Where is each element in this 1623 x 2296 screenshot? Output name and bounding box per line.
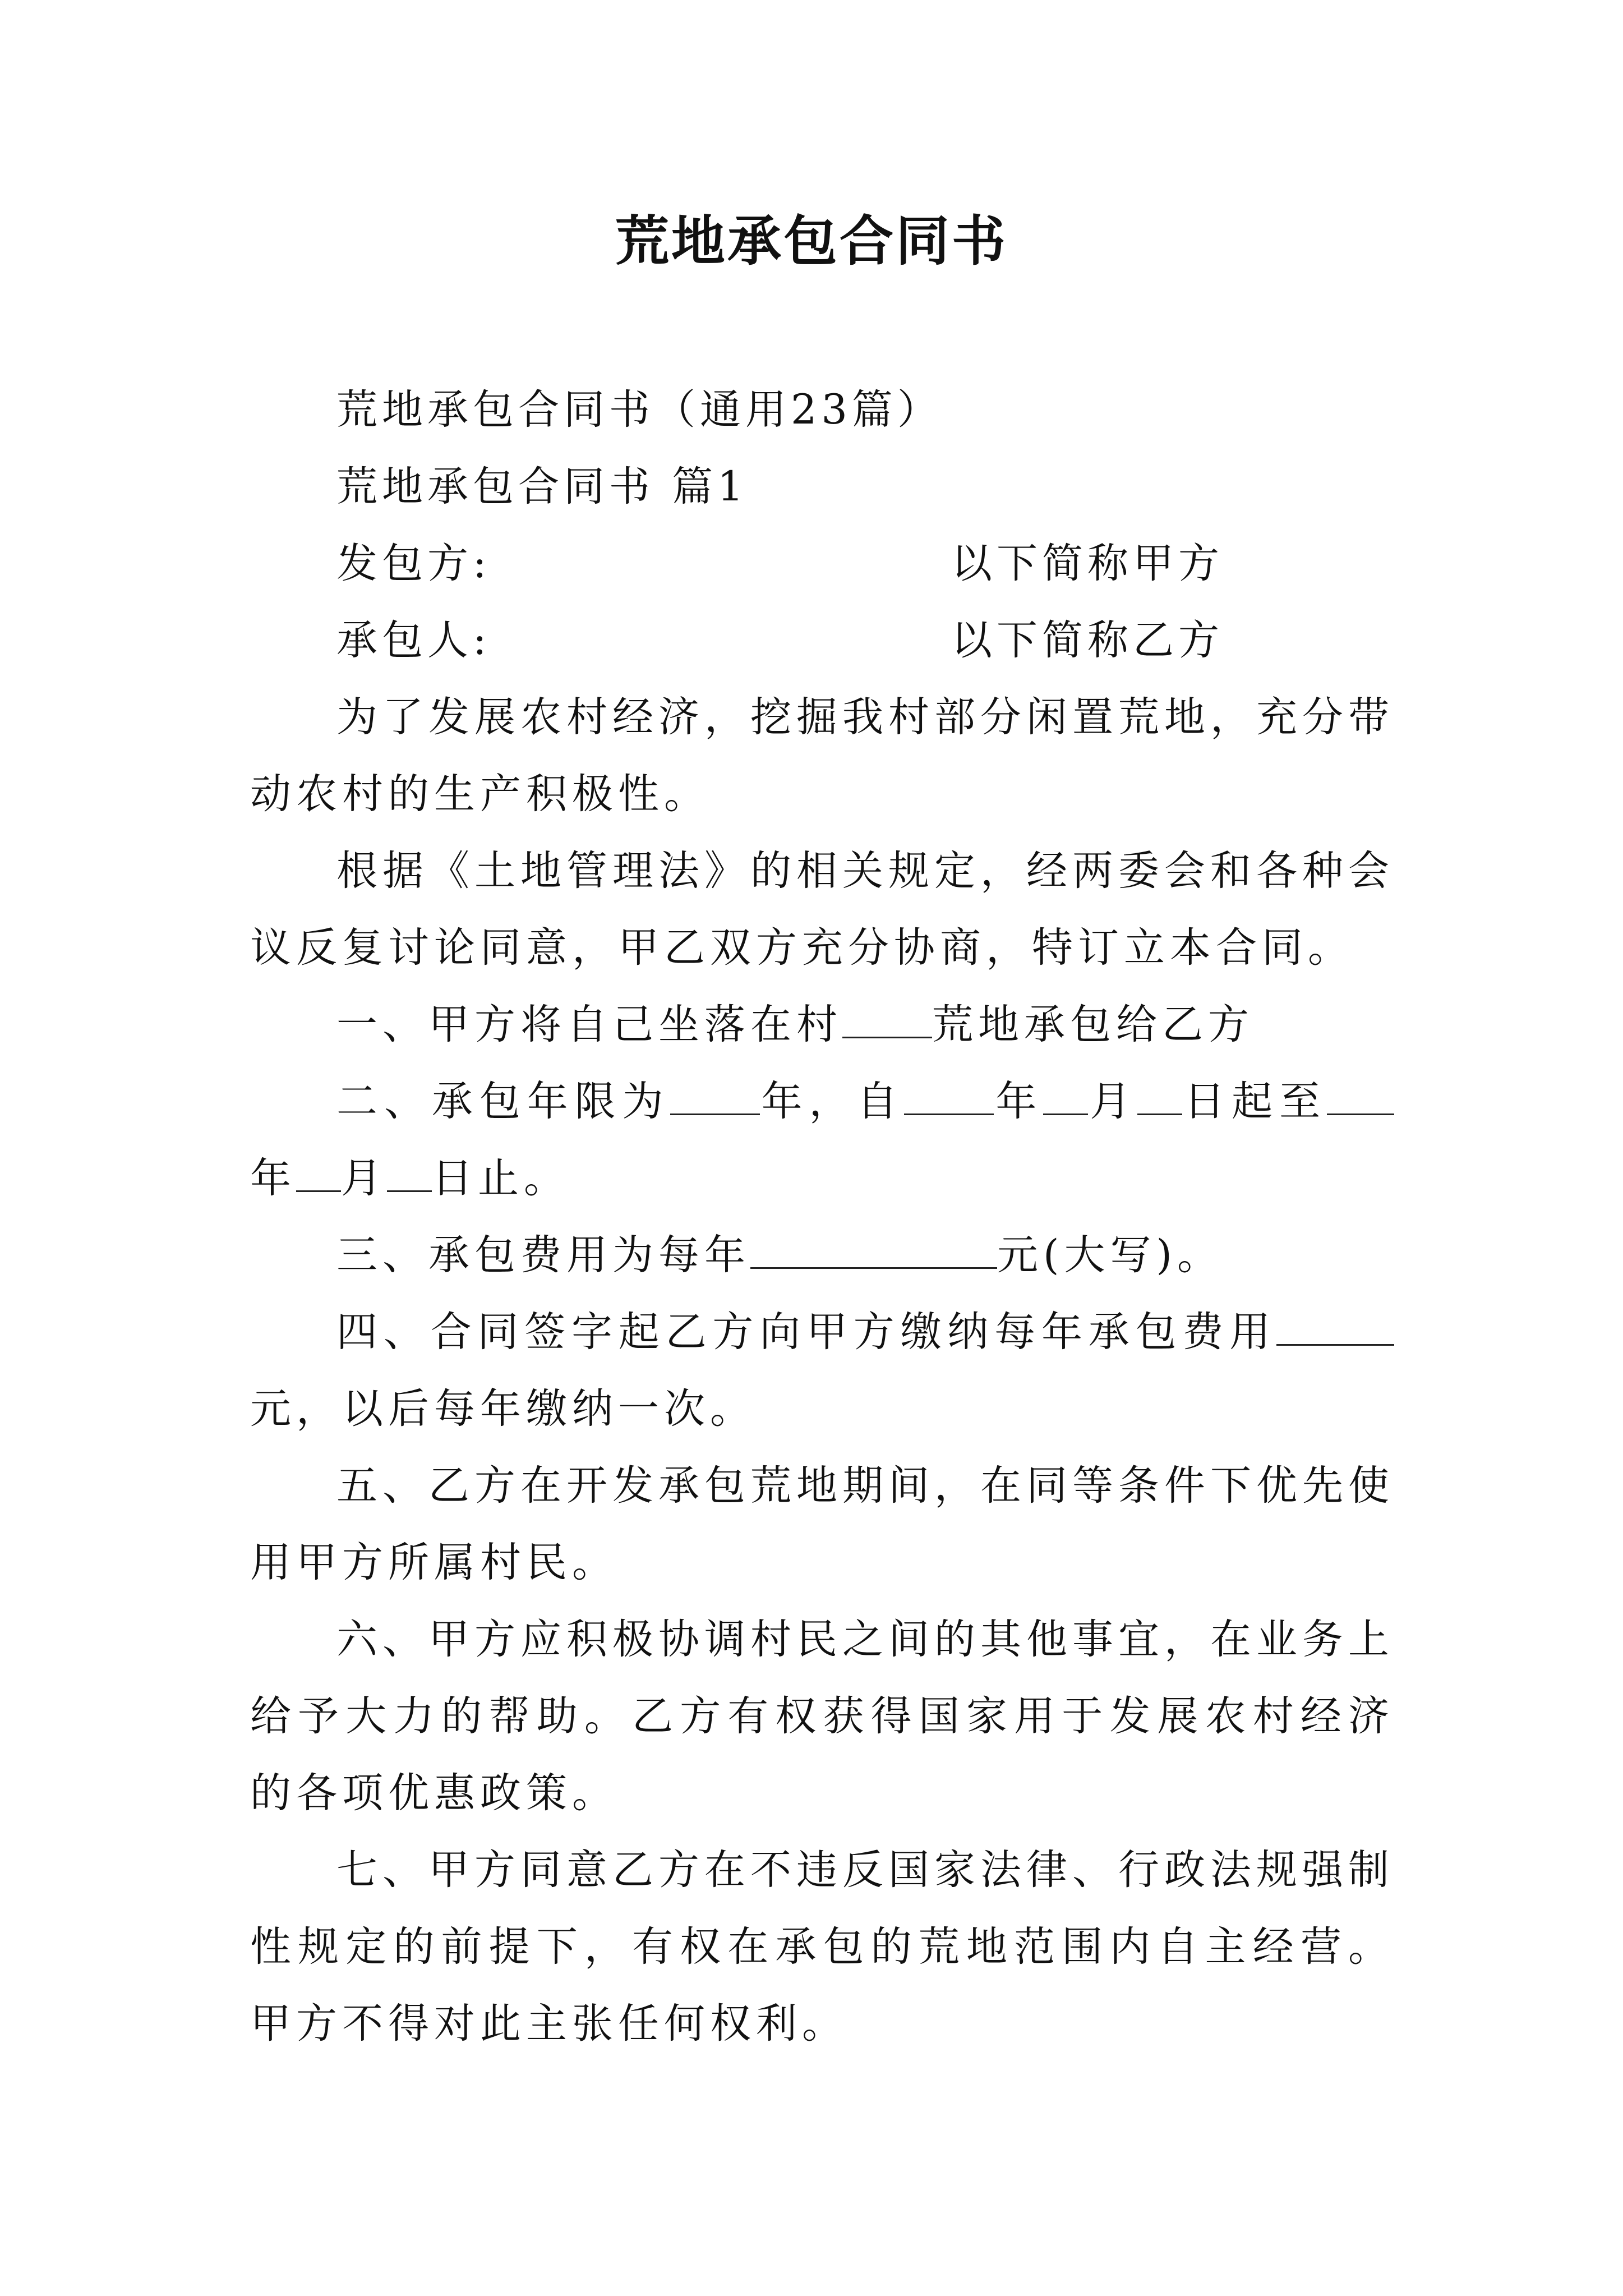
blank-years bbox=[670, 1074, 760, 1115]
document-body bbox=[250, 371, 1394, 2062]
contractor-note: 以下简称乙方 bbox=[951, 616, 1224, 664]
blank-start-year bbox=[904, 1074, 994, 1115]
clause-2-text-c: 年 bbox=[994, 1078, 1044, 1125]
clause-5: 五、乙方在开发承包荒地期间，在同等条件下优先使用甲方所属村民。 bbox=[250, 1462, 1394, 1586]
clause-2-text-f: 年 bbox=[250, 1154, 296, 1202]
issuer-line bbox=[250, 525, 1394, 602]
clause-6: 六、甲方应积极协调村民之间的其他事宜，在业务上给予大力的帮助。乙方有权获得国家用于发展农村经济的各项优惠政策。 bbox=[250, 1616, 1394, 1817]
clause-2-text-g: 月 bbox=[341, 1154, 387, 1202]
blank-end-year bbox=[1327, 1074, 1394, 1115]
clause-2-text-e: 日起至 bbox=[1182, 1078, 1327, 1125]
contractor-label: 承包人: bbox=[336, 616, 491, 664]
blank-end-day bbox=[387, 1151, 432, 1192]
clause-1-text-a: 一、甲方将自己坐落在村 bbox=[336, 1001, 842, 1048]
blank-start-month bbox=[1043, 1074, 1088, 1115]
clause-2-text-a: 二、承包年限为 bbox=[336, 1078, 670, 1125]
clause-2 bbox=[250, 1063, 1394, 1217]
clause-2-text-d: 月 bbox=[1088, 1078, 1138, 1125]
blank-end-month bbox=[296, 1151, 341, 1192]
issuer-label: 发包方: bbox=[336, 540, 491, 587]
issuer-note: 以下简称甲方 bbox=[951, 540, 1224, 587]
clause-7: 七、甲方同意乙方在不违反国家法律、行政法规强制性规定的前提下，有权在承包的荒地范围内自主经营。甲方不得对此主张任何权利。 bbox=[250, 1846, 1394, 2047]
clause-3 bbox=[250, 1217, 1394, 1294]
clause-2-text-h: 日止。 bbox=[432, 1154, 570, 1202]
clause-4 bbox=[250, 1294, 1394, 1447]
clause-3-text-a: 三、承包费用为每年 bbox=[336, 1231, 750, 1279]
clause-3-text-b: 元(大写)。 bbox=[997, 1231, 1223, 1279]
blank-annual-fee bbox=[750, 1228, 997, 1269]
section-heading: 荒地承包合同书 篇1 bbox=[336, 463, 748, 510]
clause-4-text-b: 元，以后每年缴纳一次。 bbox=[250, 1385, 756, 1433]
blank-village bbox=[842, 997, 932, 1038]
clause-1 bbox=[250, 986, 1394, 1063]
blank-start-day bbox=[1137, 1074, 1182, 1115]
paragraph-basis: 根据《土地管理法》的相关规定，经两委会和各种会议反复讨论同意，甲乙双方充分协商，特订立本合同。 bbox=[250, 847, 1394, 972]
document-title: 荒地承包合同书 bbox=[615, 209, 1008, 273]
paragraph-purpose: 为了发展农村经济，挖掘我村部分闲置荒地，充分带动农村的生产积极性。 bbox=[250, 693, 1394, 818]
clause-1-text-b: 荒地承包给乙方 bbox=[932, 1001, 1254, 1048]
blank-first-payment bbox=[1276, 1305, 1394, 1346]
document-subtitle: 荒地承包合同书（通用23篇） bbox=[336, 386, 943, 434]
clause-2-text-b: 年，自 bbox=[759, 1078, 905, 1125]
clause-4-text-a: 四、合同签字起乙方向甲方缴纳每年承包费用 bbox=[336, 1308, 1276, 1356]
contractor-line bbox=[250, 602, 1394, 679]
